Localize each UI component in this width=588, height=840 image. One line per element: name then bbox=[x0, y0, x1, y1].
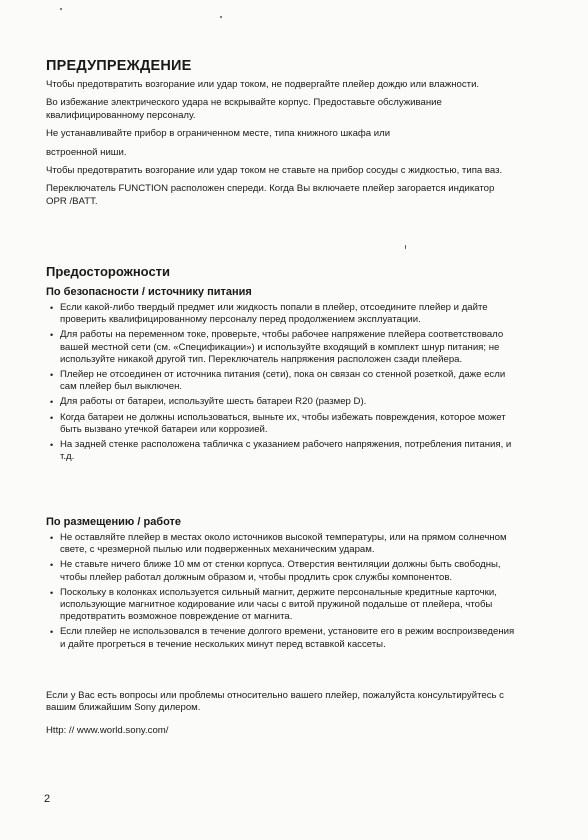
warning-paragraph: Не устанавливайте прибор в ограниченном месте, типа книжного шкафа или bbox=[46, 128, 391, 140]
safety-list bbox=[46, 302, 518, 463]
list-item: • Когда батареи не должны использоваться, выньте их, чтобы избежать повреждения, которое может быть вызвано утечкой батареи или коррозией. bbox=[46, 412, 518, 436]
warning-paragraph: Чтобы предотвратить возгорание или удар током не ставьте на прибор сосуды с жидкостью, типа ваз. bbox=[46, 165, 503, 177]
warning-paragraph: Переключатель FUNCTION расположен спереди. Когда Вы включаете плейер загорается индикатор OPR /BATT. bbox=[46, 183, 495, 207]
page-number: 2 bbox=[44, 793, 51, 805]
list-item: • Плейер не отсоединен от источника питания (сети), пока он связан со стенной розеткой, даже если сам плейер был выключен. bbox=[46, 369, 518, 393]
placement-list bbox=[46, 532, 518, 651]
list-item: • Не оставляйте плейер в местах около источников высокой температуры, или на прямом солнечном свете, с чрезмерной пылью или подверженных механическим ударам. bbox=[46, 532, 518, 556]
warning-text bbox=[46, 79, 516, 214]
list-item: • Не ставьте ничего ближе 10 мм от стенки корпуса. Отверстия вентиляции должны быть свободны, чтобы плейер работал должным образом и, чтобы продлить срок службы компонентов. bbox=[46, 559, 518, 583]
website-url: Http: // www.world.sony.com/ bbox=[46, 725, 169, 736]
list-item: • Если какой-либо твердый предмет или жидкость попали в плейер, отсоедините плейер и дайте проверить квалифицированному персоналу перед продолжением эксплуатации. bbox=[46, 302, 518, 326]
list-item: • На задней стенке расположена табличка с указанием рабочего напряжения, потребления питания, и т.д. bbox=[46, 439, 518, 463]
safety-section bbox=[46, 286, 518, 467]
list-item: • Поскольку в колонках используется сильный магнит, держите персональные кредитные карточки, использующие магнитное кодирование или часы с витой пружиной подальше от плейера, чтобы предотвратить возможное повреждение от магнита. bbox=[46, 587, 518, 624]
placement-heading: По размещению / работе bbox=[46, 516, 182, 528]
warning-paragraph: Во избежание электрического удара не вскрывайте корпус. Предоставьте обслуживание квалифицированному персоналу. bbox=[46, 97, 442, 121]
warning-paragraph: Чтобы предотвратить возгорание или удар током, не подвергайте плейер дождю или влажности. bbox=[46, 79, 480, 90]
warning-paragraph: встроенной ниши. bbox=[46, 146, 127, 158]
scan-speck bbox=[220, 16, 222, 18]
safety-heading: По безопасности / источнику питания bbox=[46, 286, 252, 298]
placement-section bbox=[46, 516, 518, 655]
scan-speck bbox=[405, 245, 406, 249]
list-item: • Если плейер не использовался в течение долгого времени, установите его в режим воспроизведения и дайте прогреться в течение нескольких минут перед вставкой кассеты. bbox=[46, 626, 518, 650]
contact-text: Если у Вас есть вопросы или проблемы относительно вашего плейер, пожалуйста консультируйтесь с вашим ближайшим Sony дилером. bbox=[46, 690, 504, 714]
list-item: • Для работы от батареи, используйте шесть батареи R20 (размер D). bbox=[46, 396, 518, 408]
warning-title: ПРЕДУПРЕЖДЕНИЕ bbox=[46, 58, 192, 74]
list-item: • Для работы на переменном токе, проверьте, чтобы рабочее напряжение плейера соответствовало вашей местной сети (см. «Спецификации») и используйте входящий в комплект шнур питания; не используйте никакой другой тип. Переключатель напряжения расположен сзади плейера. bbox=[46, 329, 518, 366]
scan-speck bbox=[60, 8, 62, 10]
precautions-title: Предосторожности bbox=[46, 264, 171, 279]
